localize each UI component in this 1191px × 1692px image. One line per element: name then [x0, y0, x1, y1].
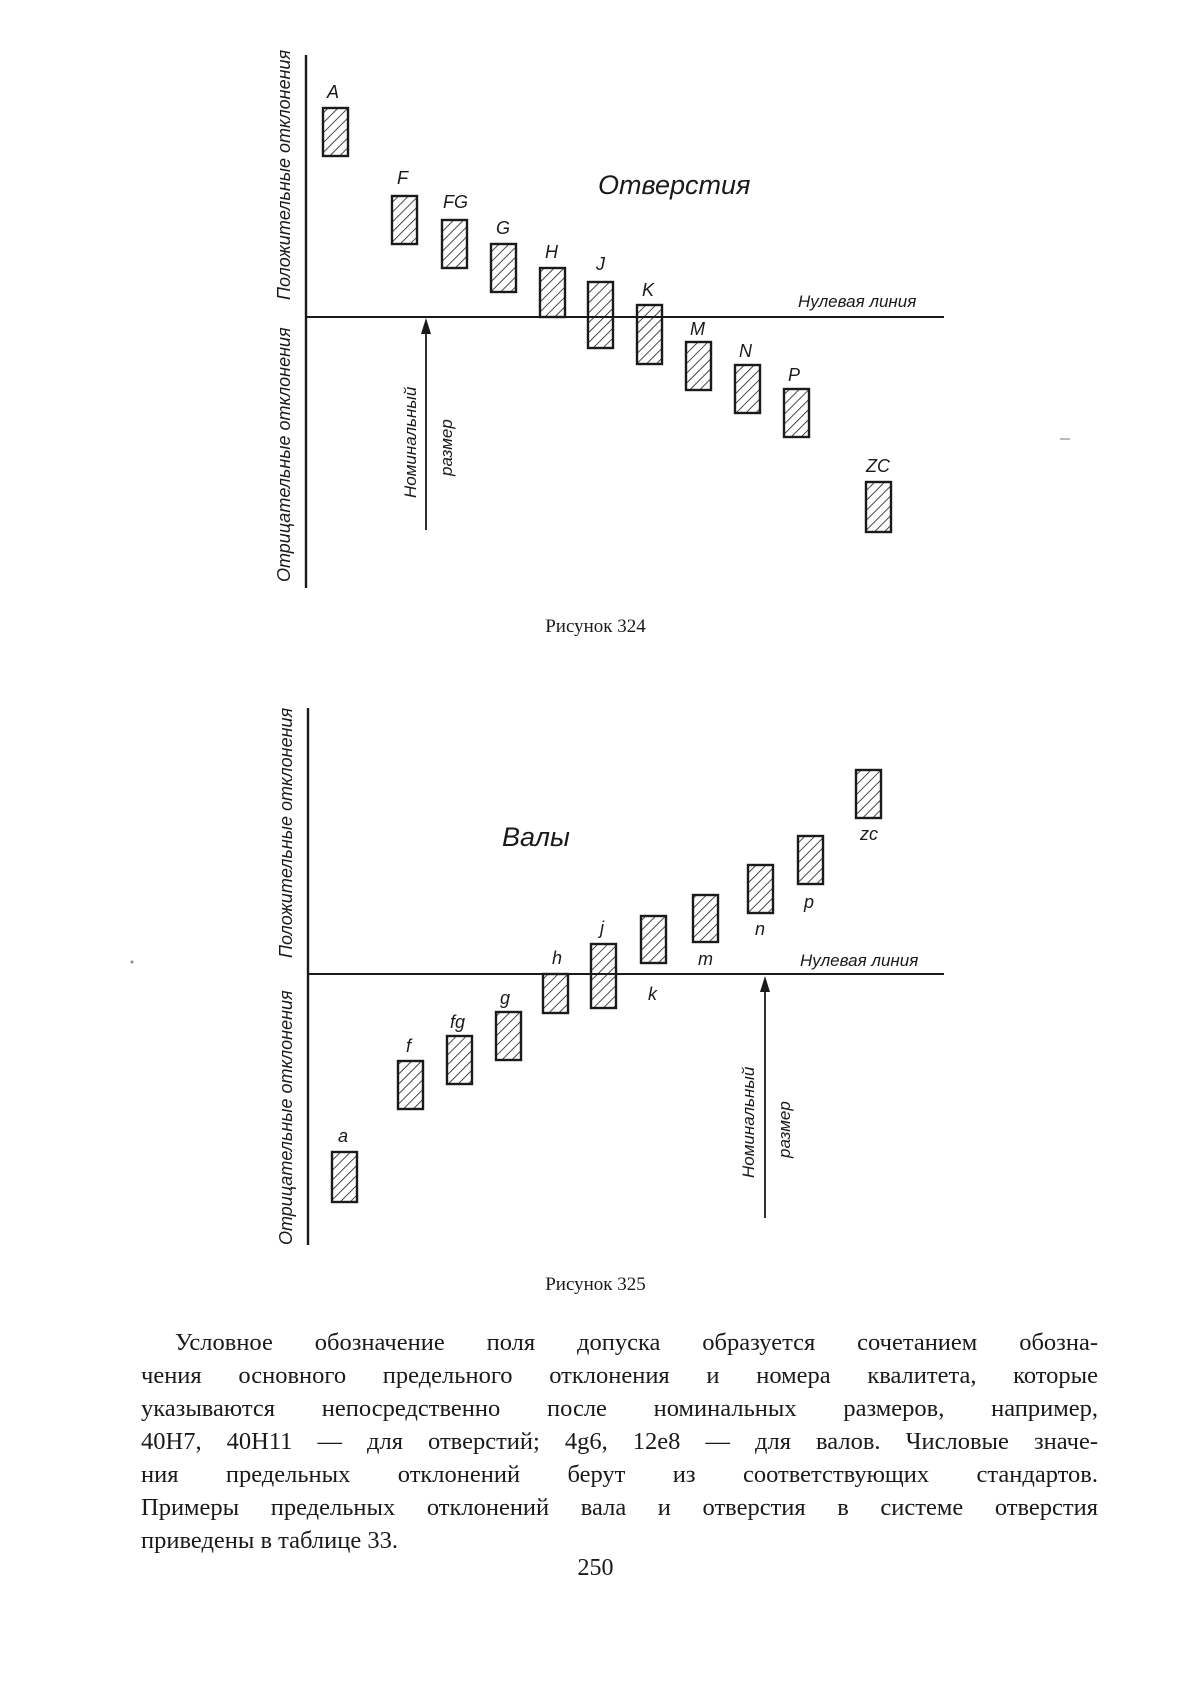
- field-label: h: [552, 948, 563, 968]
- figure-324: [0, 0, 1191, 600]
- figure-325: [0, 700, 1191, 1260]
- tolerance-field-h: [543, 948, 568, 1013]
- body-paragraph: [141, 1326, 1098, 1557]
- tolerance-field-FG: [442, 192, 468, 268]
- tolerance-field-g: [496, 988, 521, 1060]
- tolerance-field-m: [693, 895, 718, 969]
- field-label: F: [397, 168, 408, 188]
- tolerance-field-f: [398, 1036, 423, 1109]
- tolerance-field-zc: [856, 770, 881, 844]
- nominal-size-label-2: размер: [775, 1101, 794, 1158]
- arrow-head: [760, 976, 770, 992]
- field-label: k: [648, 984, 657, 1004]
- field-label: n: [755, 919, 766, 939]
- arrow-head: [421, 318, 431, 334]
- tolerance-field-fg: [447, 1012, 472, 1084]
- field-label: f: [406, 1036, 412, 1056]
- page-number: 250: [577, 1555, 614, 1581]
- tolerance-field-K: [637, 280, 662, 364]
- y-axis-negative-label: Отрицательные отклонения: [276, 990, 296, 1245]
- field-label: A: [327, 82, 340, 102]
- field-label: G: [496, 218, 511, 238]
- tolerance-field-P: [784, 365, 809, 437]
- tolerance-field-N: [735, 341, 760, 413]
- figure-title: Отверстия: [598, 170, 751, 200]
- field-label: J: [596, 254, 605, 274]
- paragraph-line: Примеры предельных отклонений вала и отверстия в системе отверстия: [141, 1494, 1098, 1521]
- stray-dot: [131, 961, 134, 964]
- y-axis-positive-label: Положительные отклонения: [276, 707, 296, 958]
- tolerance-field-ZC: [865, 456, 891, 532]
- tolerance-field-k: [641, 916, 666, 1004]
- field-label: fg: [450, 1012, 466, 1032]
- nominal-size-label-2: размер: [437, 419, 456, 476]
- tolerance-field-F: [392, 168, 417, 244]
- zero-line-label: Нулевая линия: [798, 292, 917, 311]
- tolerance-field-M: [686, 319, 711, 390]
- tolerance-field-j: [591, 918, 616, 1008]
- tolerance-field-G: [491, 218, 516, 292]
- y-axis-negative-label: Отрицательные отклонения: [274, 327, 294, 582]
- figure-324-caption: Рисунок 324: [545, 616, 646, 637]
- field-label: N: [739, 341, 752, 361]
- tolerance-field-A: [323, 82, 348, 156]
- paragraph-line: чения основного предельного отклонения и номера квалитета, которые: [141, 1362, 1098, 1389]
- paragraph-line: указываются непосредственно после номинальных размеров, например,: [141, 1395, 1098, 1422]
- field-label: H: [545, 242, 558, 262]
- y-axis-positive-label: Положительные отклонения: [274, 49, 294, 300]
- paragraph-line: 40H7, 40H11 — для отверстий; 4g6, 12e8 — для валов. Числовые значе-: [141, 1428, 1098, 1455]
- paragraph-line: Условное обозначение поля допуска образуется сочетанием обозна-: [175, 1329, 1098, 1356]
- paragraph-line: приведены в таблице 33.: [141, 1527, 398, 1554]
- tolerance-field-a: [332, 1126, 357, 1202]
- field-label: P: [788, 365, 801, 385]
- field-label: j: [600, 918, 604, 938]
- tolerance-field-J: [588, 254, 613, 348]
- figure-325-caption: Рисунок 325: [545, 1274, 646, 1295]
- tolerance-field-H: [540, 242, 565, 317]
- field-label: ZC: [866, 456, 890, 476]
- field-label: zc: [860, 824, 878, 844]
- tolerance-field-p: [798, 836, 823, 912]
- field-label: p: [804, 892, 815, 912]
- field-label: m: [698, 949, 713, 969]
- paragraph-line: ния предельных отклонений берут из соответствующих стандартов.: [141, 1461, 1098, 1488]
- zero-line-label: Нулевая линия: [800, 951, 919, 970]
- nominal-size-label-1: Номинальный: [739, 1066, 758, 1178]
- figure-title: Валы: [502, 822, 570, 852]
- nominal-size-label-1: Номинальный: [401, 386, 420, 498]
- tolerance-field-n: [748, 865, 773, 939]
- field-label: FG: [443, 192, 468, 212]
- field-label: g: [500, 988, 511, 1008]
- field-label: K: [642, 280, 655, 300]
- field-label: M: [690, 319, 705, 339]
- field-label: a: [338, 1126, 349, 1146]
